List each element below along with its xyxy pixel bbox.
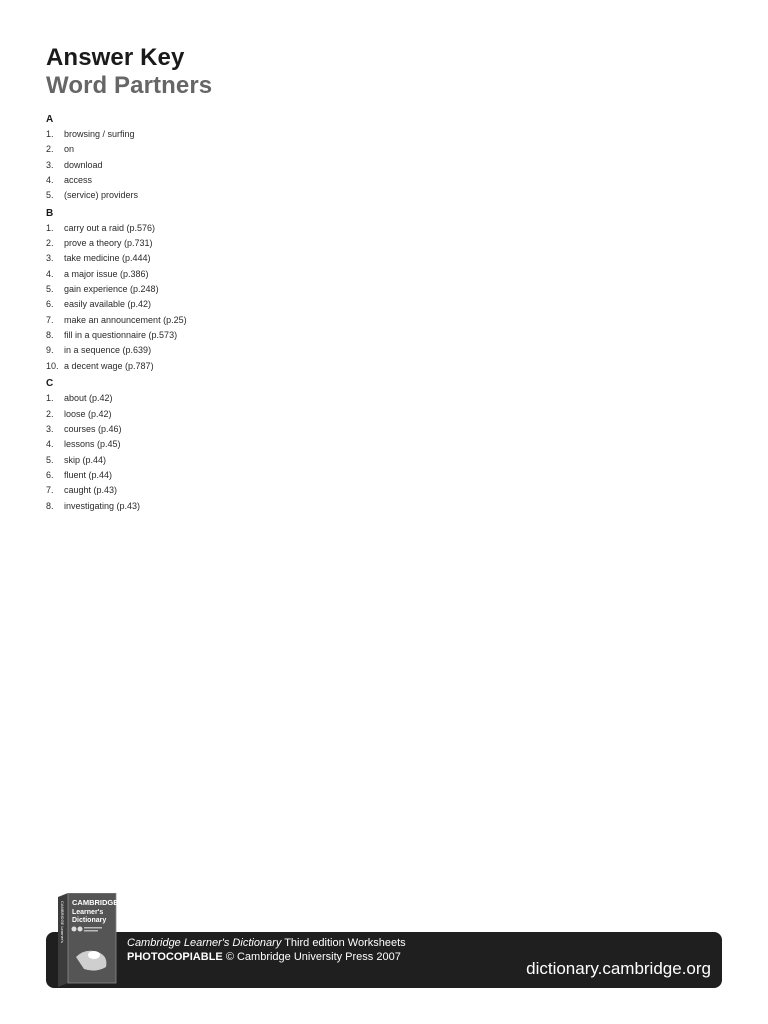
item-number: 6. — [46, 299, 54, 310]
item-text: carry out a raid (p.576) — [64, 222, 156, 233]
list-item — [46, 127, 446, 142]
page-title: Answer Key — [46, 44, 185, 71]
section-heading: B — [46, 207, 54, 219]
item-number: 4. — [46, 268, 54, 279]
item-text: access — [64, 175, 93, 186]
item-text: on — [64, 144, 75, 155]
item-number: 9. — [46, 345, 54, 356]
list-item — [46, 422, 446, 437]
list-item — [46, 158, 446, 173]
list-item — [46, 188, 446, 203]
footer-url-link[interactable]: dictionary.cambridge.org — [526, 959, 711, 978]
book-brand: CAMBRIDGE — [72, 898, 118, 907]
list-item — [46, 468, 446, 483]
item-number: 7. — [46, 314, 54, 325]
item-number: 5. — [46, 284, 54, 295]
list-item — [46, 173, 446, 188]
item-text: easily available (p.42) — [64, 299, 152, 310]
dictionary-cover-image — [56, 893, 118, 987]
item-number: 3. — [46, 423, 54, 434]
item-text: a decent wage (p.787) — [64, 360, 154, 371]
footer-edition-line — [127, 937, 406, 949]
item-text: take medicine (p.444) — [64, 253, 151, 264]
footer-edition: Third edition Worksheets — [281, 937, 406, 949]
list-item — [46, 407, 446, 422]
item-text: fill in a questionnaire (p.573) — [64, 330, 178, 341]
item-number: 7. — [46, 485, 54, 496]
footer-copyright-line — [127, 951, 401, 963]
item-text: skip (p.44) — [64, 454, 107, 465]
list-item — [46, 437, 446, 452]
section-heading: C — [46, 378, 54, 390]
item-number: 5. — [46, 454, 54, 465]
footer-bar — [46, 932, 722, 988]
footer-copyright: © Cambridge University Press 2007 — [222, 951, 401, 963]
item-text: about (p.42) — [64, 393, 113, 404]
section-a — [46, 112, 446, 204]
item-text: make an announcement (p.25) — [64, 314, 187, 325]
item-text: browsing / surfing — [64, 129, 135, 139]
item-text: investigating (p.43) — [64, 500, 141, 511]
item-number: 8. — [46, 330, 54, 341]
item-number: 1. — [46, 129, 54, 139]
item-text: fluent (p.44) — [64, 469, 113, 480]
item-number: 3. — [46, 159, 54, 170]
item-text: prove a theory (p.731) — [64, 238, 153, 249]
item-number: 2. — [46, 144, 54, 155]
list-item — [46, 391, 446, 406]
item-text: gain experience (p.248) — [64, 284, 159, 295]
item-number: 1. — [46, 222, 54, 233]
item-text: in a sequence (p.639) — [64, 345, 152, 356]
list-item — [46, 267, 446, 282]
item-text: courses (p.46) — [64, 423, 122, 434]
item-number: 10. — [46, 360, 59, 371]
section-heading: A — [46, 114, 54, 125]
item-text: a major issue (p.386) — [64, 268, 149, 279]
list-item — [46, 343, 446, 358]
item-number: 2. — [46, 238, 54, 249]
item-number: 4. — [46, 439, 54, 450]
item-number: 2. — [46, 408, 54, 419]
item-text: lessons (p.45) — [64, 439, 121, 450]
item-text: caught (p.43) — [64, 485, 118, 496]
list-item — [46, 453, 446, 468]
section-b — [46, 206, 446, 374]
list-item — [46, 499, 446, 514]
list-item — [46, 297, 446, 312]
list-item — [46, 359, 446, 374]
item-number: 5. — [46, 190, 54, 201]
page-subtitle: Word Partners — [46, 72, 213, 99]
book-spine-text: CAMBRIDGE Learner's — [60, 901, 65, 943]
item-number: 8. — [46, 500, 54, 511]
list-item — [46, 251, 446, 266]
book-title-line2: Dictionary — [72, 917, 107, 924]
footer-photocopiable: PHOTOCOPIABLE — [127, 951, 223, 963]
list-item — [46, 483, 446, 498]
list-item — [46, 236, 446, 251]
list-item — [46, 328, 446, 343]
item-number: 3. — [46, 253, 54, 264]
item-number: 6. — [46, 469, 54, 480]
list-item — [46, 221, 446, 236]
item-text: download — [64, 159, 103, 170]
footer-book-title: Cambridge Learner's Dictionary — [127, 937, 282, 949]
list-item — [46, 313, 446, 328]
list-item — [46, 142, 446, 157]
item-text: loose (p.42) — [64, 408, 112, 419]
answer-sections — [46, 110, 446, 514]
item-text: (service) providers — [64, 190, 139, 201]
list-item — [46, 282, 446, 297]
item-number: 1. — [46, 393, 54, 404]
item-number: 4. — [46, 175, 54, 186]
section-c — [46, 376, 446, 514]
book-title-line1: Learner's — [72, 909, 104, 916]
